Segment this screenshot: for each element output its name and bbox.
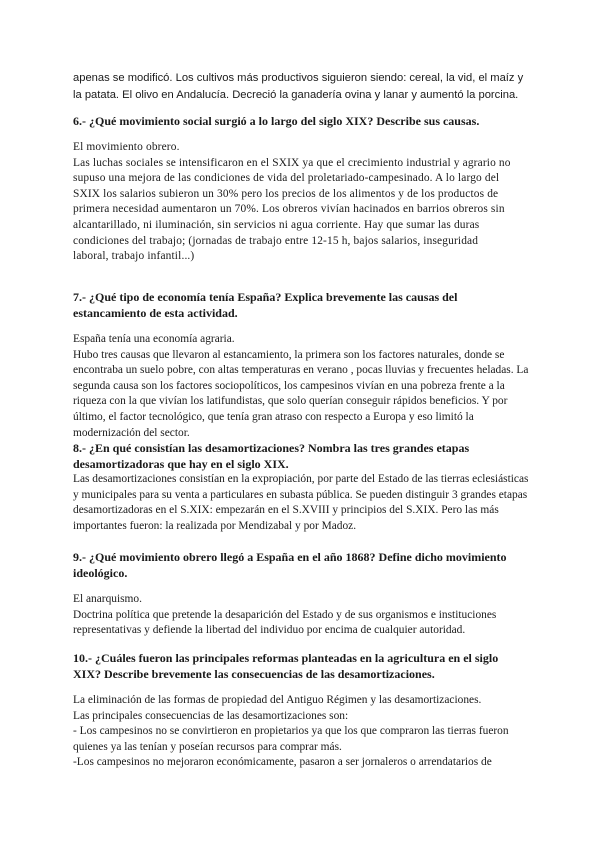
- question-10-title: 10.- ¿Cuáles fueron las principales reformas planteadas en la agricultura en el siglo XIX? Describe brevemente las consecuencias de las desamortizaciones.: [73, 651, 499, 681]
- question-6-answer: [73, 140, 513, 265]
- answer-line: La eliminación de las formas de propiedad del Antiguo Régimen y las desamortizaciones.: [73, 694, 482, 706]
- question-6-title: 6.- ¿Qué movimiento social surgió a lo largo del siglo XIX? Describe sus causas.: [73, 114, 480, 128]
- answer-line: Las desamortizaciones consistían en la expropiación, por parte del Estado de las tierras eclesiásticas y municipales para su venta a particulares en subasta pública. Se pueden distinguir 3 grandes etapas desamortizadoras en el S.XIX: empezarán en el S.XVIII y principios del S.XIX. Pero las más importantes fueron: la realizada por Mendizabal y por Madoz.: [73, 473, 529, 532]
- question-8-title: 8.- ¿En qué consistían las desamortizaciones? Nombra las tres grandes etapas desamortizadoras que hay en el siglo XIX.: [73, 441, 470, 471]
- answer-line: El movimiento obrero.: [73, 141, 180, 153]
- answer-line: -Los campesinos no mejoraron económicamente, pasaron a ser jornaleros o arrendatarios de: [73, 756, 492, 769]
- question-7-answer: [73, 332, 529, 441]
- answer-line: El anarquismo.: [73, 593, 142, 605]
- answer-line: Las luchas sociales se intensificaron en el SXIX ya que el crecimiento industrial y agrario no supuso una mejora de las condiciones de vida del proletariado-campesinado. A lo largo del SXIX los salarios subieron un 30% pero los precios de los alimentos y de los productos de primera necesidad aumentaron un 70%. Los obreros vivían hacinados en barrios obreros sin alcantarillado, ni iluminación, sin servicios ni agua corriente. Hay que sumar las duras condiciones del trabajo; (jornadas de trabajo entre 12-15 h, bajos salarios, inseguridad laboral, trabajo infantil...): [73, 156, 511, 263]
- question-7-title: 7.- ¿Qué tipo de economía tenía España? Explica brevemente las causas del estancamiento de esta actividad.: [73, 290, 458, 320]
- question-9-answer: [73, 592, 529, 639]
- answer-line: Las principales consecuencias de las desamortizaciones son:: [73, 709, 349, 722]
- question-10-answer: [73, 693, 529, 771]
- answer-line: España tenía una economía agraria.: [73, 333, 235, 345]
- answer-line: - Los campesinos no se convirtieron en propietarios ya que los que compraron las tierras fueron quienes ya las tenían y poseían recursos para comprar más.: [73, 725, 509, 753]
- question-8-answer: [73, 472, 529, 534]
- answer-line: Doctrina política que pretende la desaparición del Estado y de sus organismos e instituciones representativas y defiende la libertad del individuo por encima de cualquier autoridad.: [73, 608, 497, 637]
- answer-line: Hubo tres causas que llevaron al estancamiento, la primera son los factores naturales, donde se encontraba un suelo pobre, con altas temperaturas en verano , pocas lluvias y frecuentes heladas. La segunda causa son los factores sociopolíticos, los campesinos vivían en una pobreza frente a la riqueza con la que vivían los latifundistas, que solo querían conseguir rápidos beneficios. Y por último, el factor tecnológico, que tenía gran atraso con respecto a Europa y eso limitó la modernización del sector.: [73, 348, 529, 439]
- question-9-title: 9.- ¿Qué movimiento obrero llegó a España en el año 1868? Define dicho movimiento ideológico.: [73, 550, 507, 580]
- intro-paragraph: apenas se modificó. Los cultivos más productivos siguieron siendo: cereal, la vid, el maíz y la patata. El olivo en Andalucía. Decreció la ganadería ovina y lanar y aumentó la porcina.: [73, 72, 524, 101]
